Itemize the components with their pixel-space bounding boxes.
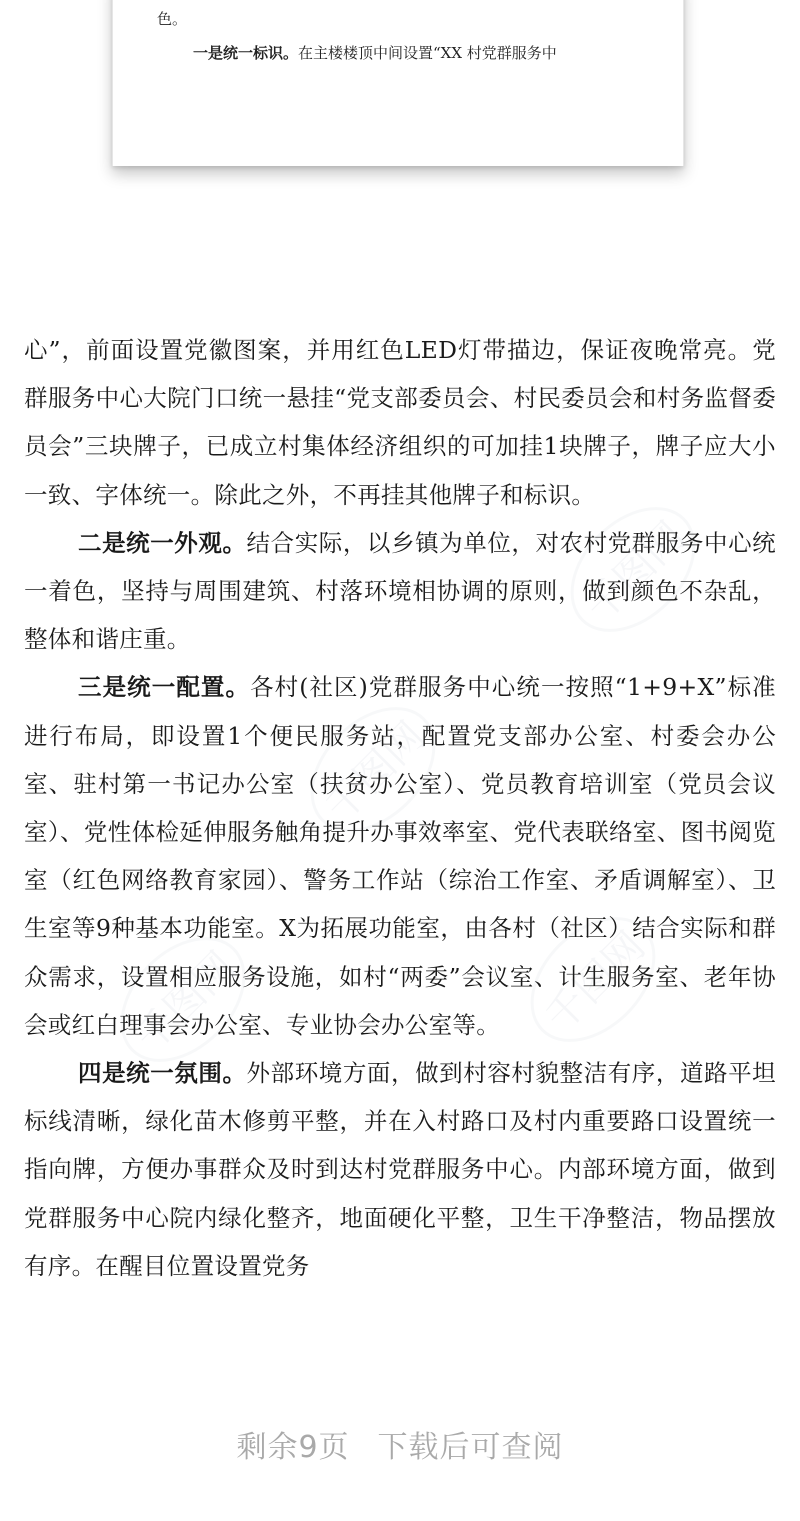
paragraph-text: 外部环境方面，做到村容村貌整洁有序，道路平坦标线清晰，绿化苗木修剪平整，并在入村路口及村内重要路口设置统一指向牌，方便办事群众及时到达村党群服务中心。内部环境方面，做到党群服务中心院内绿化整齐，地面硬化平整，卫生干净整洁，物品摆放有序。在醒目位置设置党务 <box>24 1059 776 1280</box>
paragraph-heading: 四是统一氛围。 <box>78 1059 247 1088</box>
preview-text-line: 色。 <box>157 10 188 28</box>
watermark: 千图网 <box>96 913 269 1086</box>
paragraph <box>24 663 776 1049</box>
document-page-body <box>24 326 776 1290</box>
remaining-pages-label[interactable]: 剩余9页 <box>236 1430 350 1465</box>
paragraph-heading: 二是统一外观。 <box>78 528 247 557</box>
paragraph-text: 心”，前面设置党徽图案，并用红色LED灯带描边，保证夜晚常亮。党群服务中心大院门口统一悬挂“党支部委员会、村民委员会和村务监督委员会”三块牌子，已成立村集体经济组织的可加挂1块牌子，牌子应大小一致、字体统一。除此之外，不再挂其他牌子和标识。 <box>24 336 776 509</box>
paragraph-text: 结合实际，以乡镇为单位，对农村党群服务中心统一着色，坚持与周围建筑、村落环境相协调的原则，做到颜色不杂乱，整体和谐庄重。 <box>24 528 776 654</box>
paragraph-heading: 三是统一配置。 <box>78 673 251 702</box>
watermark: 千图网 <box>546 483 719 656</box>
paragraph <box>24 1049 776 1290</box>
preview-bold-heading: 一是统一标识。 <box>193 44 299 62</box>
paragraph <box>24 326 776 519</box>
preview-body-text: 在主楼楼顶中间设置“XX 村党群服务中 <box>298 44 557 62</box>
download-to-view-label[interactable]: 下载后可查阅 <box>377 1430 564 1465</box>
paragraph-text: 各村(社区)党群服务中心统一按照“1+9+X”标准进行布局，即设置1个便民服务站，配置党支部办公室、村委会办公室、驻村第一书记办公室（扶贫办公室）、党员教育培训室（党员会议室）、党性体检延伸服务触角提升办事效率室、党代表联络室、图书阅览室（红色网络教育家园）、警务工作站（综治工作室、矛盾调解室）、卫生室等9种基本功能室。X为拓展功能室，由各村（社区）结合实际和群众需求，设置相应服务设施，如村“两委”会议室、计生服务室、老年协会或红白理事会办公室、专业协会办公室等。 <box>24 673 776 1039</box>
watermark: 千图网 <box>286 683 459 856</box>
previous-page-preview <box>112 0 684 166</box>
paragraph <box>24 519 776 664</box>
preview-text-line <box>193 42 557 63</box>
download-prompt[interactable] <box>0 1422 800 1466</box>
watermark: 千图网 <box>506 893 679 1066</box>
